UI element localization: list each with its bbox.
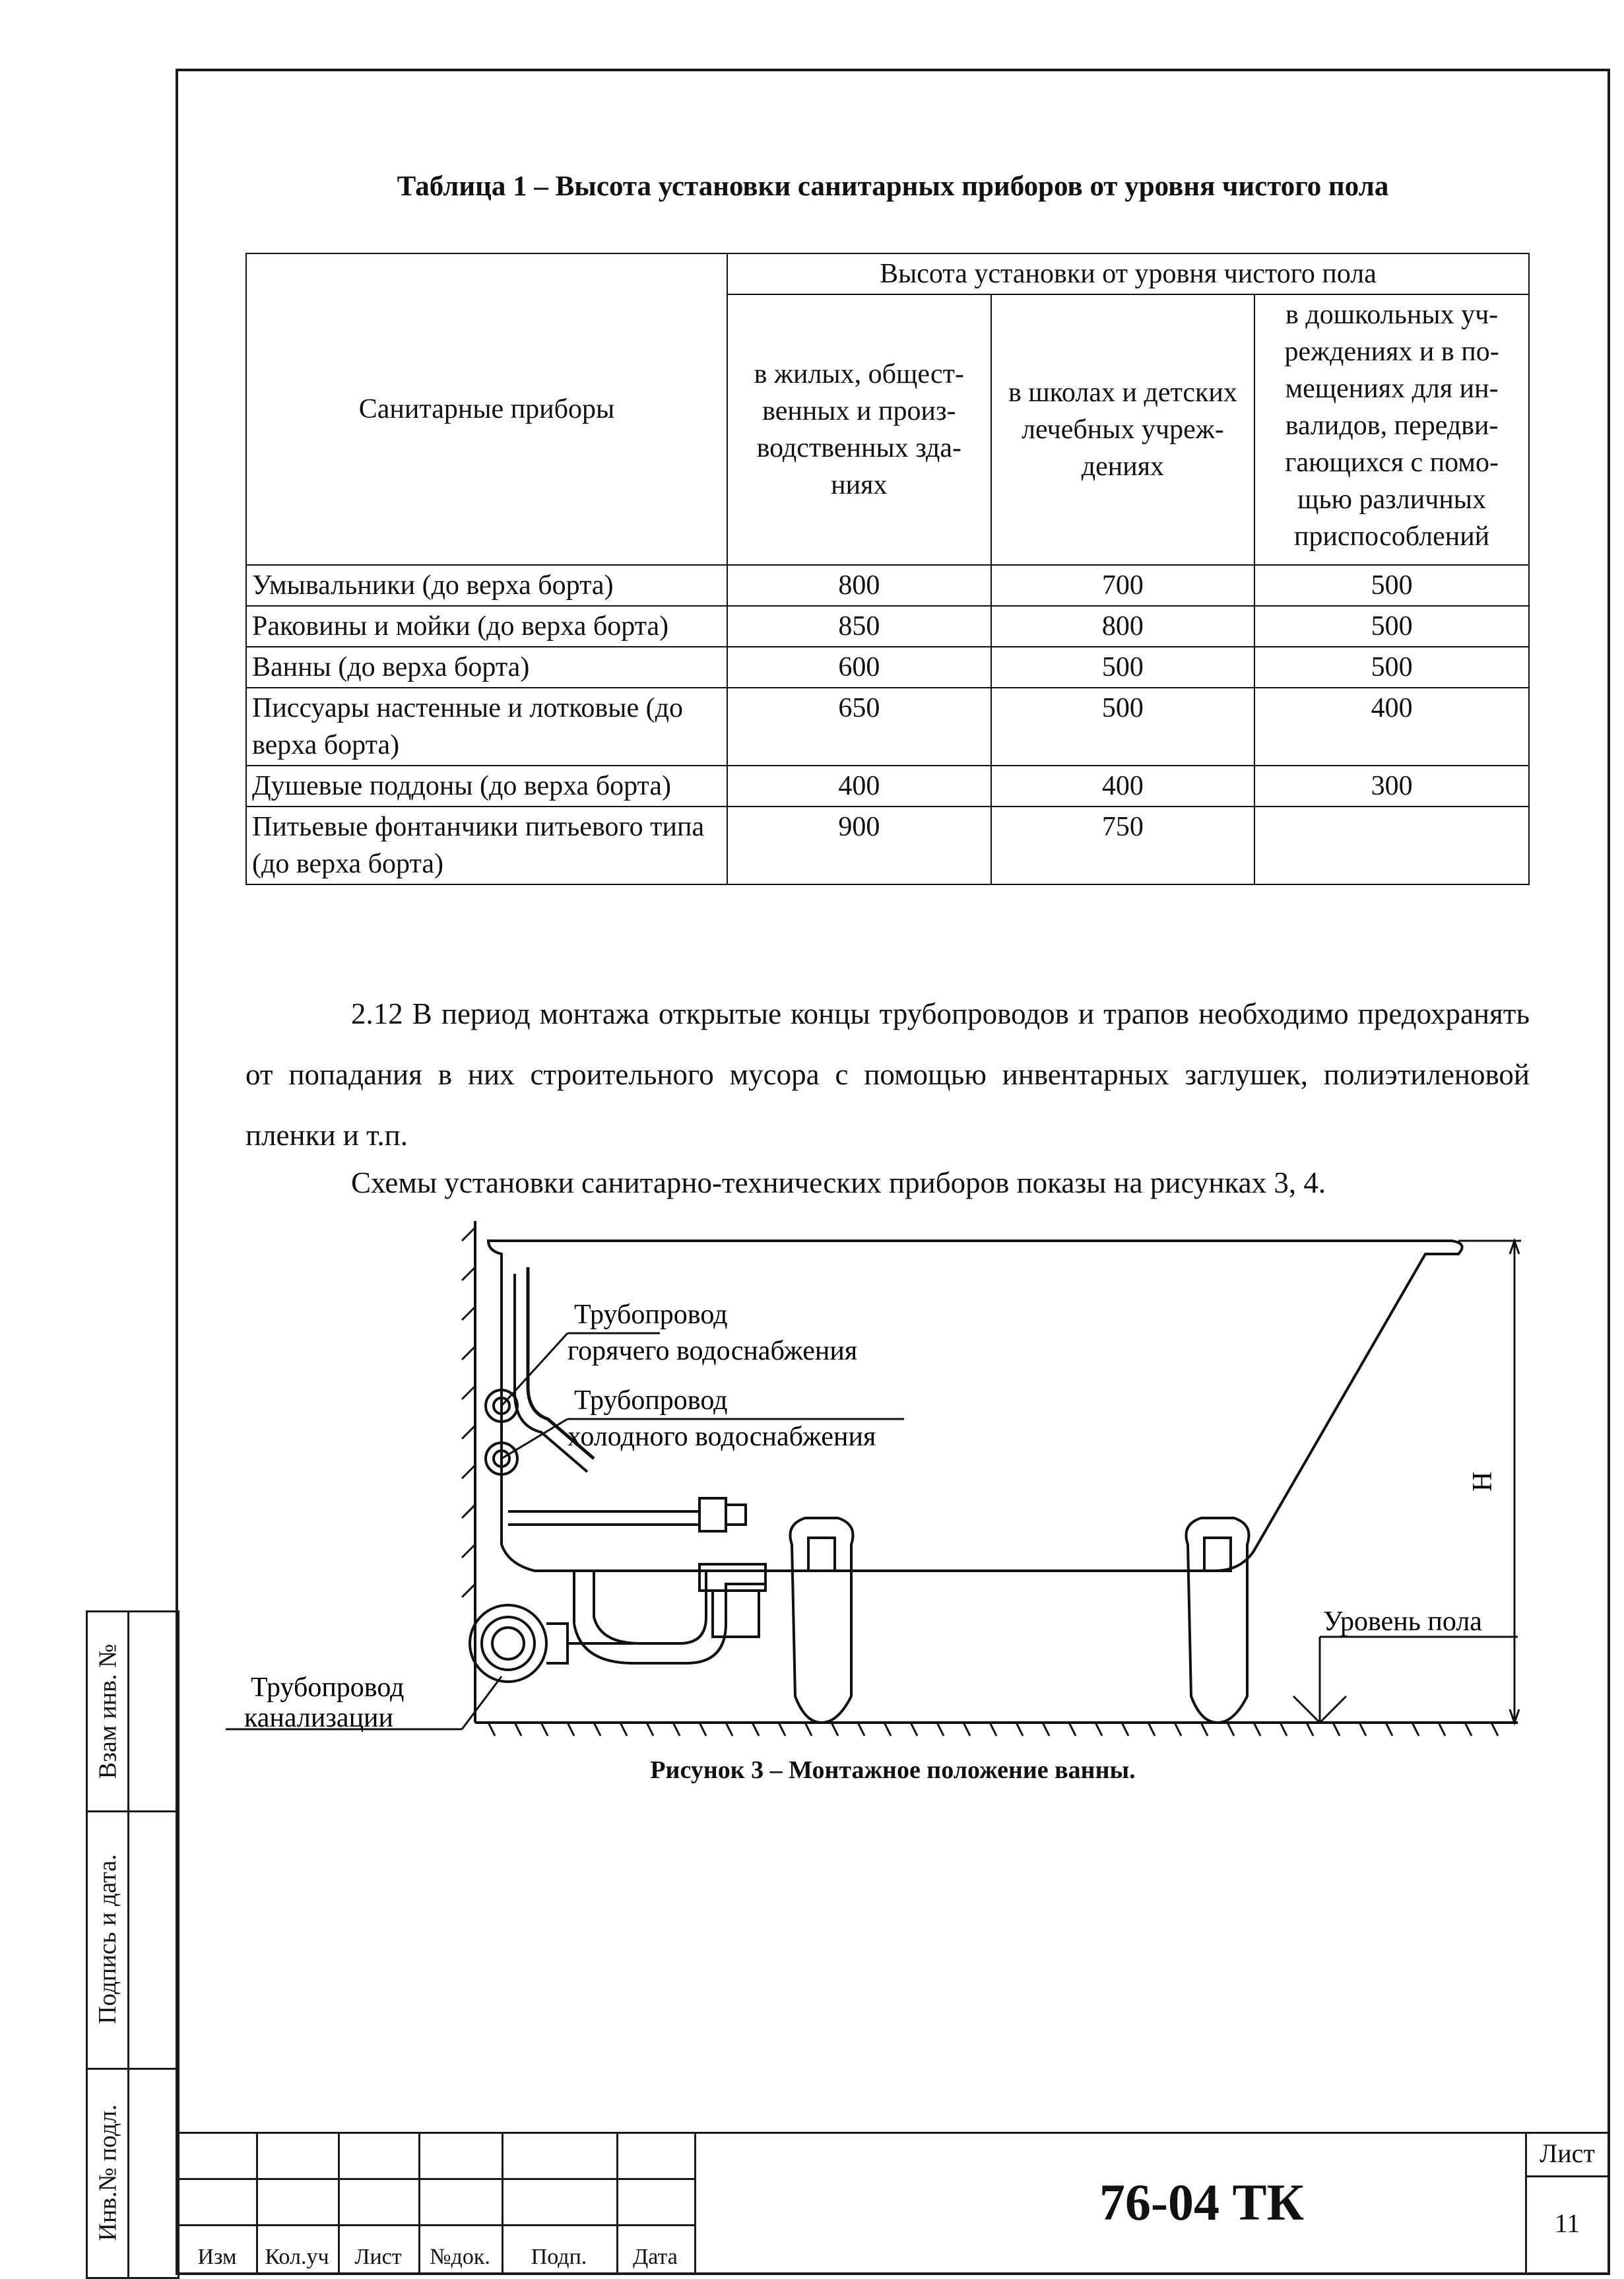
paragraph-schemes xyxy=(245,1152,1530,1213)
cell-name: Раковины и мойки (до верха борта) xyxy=(246,606,727,647)
group-header: Высота установки от уровня чистого пола xyxy=(727,253,1529,294)
label-hot-pipe-desc: горячего водоснабжения xyxy=(568,1336,858,1366)
cell-value: 600 xyxy=(727,647,991,688)
side-stamp xyxy=(86,1610,179,2279)
col-podp: Подп. xyxy=(531,2245,587,2269)
label-cold-pipe-desc: холодного водоснабжения xyxy=(568,1422,876,1452)
cell-name: Ванны (до верха борта) xyxy=(246,647,727,688)
sheet-box xyxy=(1525,2132,1608,2272)
cell-name: Душевые поддоны (до верха борта) xyxy=(246,766,727,807)
cell-name: Питьевые фонтанчики питьевого типа (до верха борта) xyxy=(246,807,727,884)
cell-value: 500 xyxy=(991,688,1255,766)
table-row xyxy=(246,565,1529,606)
cell-value: 300 xyxy=(1254,766,1529,807)
col-ndok: №док. xyxy=(430,2245,490,2269)
label-sewer-pipe-desc: канализации xyxy=(244,1703,393,1733)
title-block xyxy=(178,2132,1608,2272)
cell-value: 500 xyxy=(1254,647,1529,688)
col-header-preschool: в дошкольных уч-реждениях и в по-мещениях для ин-валидов, передви-гающихся с помо-щью различных приспособлений xyxy=(1254,294,1529,565)
bathtub-foot xyxy=(791,1518,853,1723)
sheet-label: Лист xyxy=(1527,2132,1608,2177)
cell-value: 500 xyxy=(1254,565,1529,606)
label-cold-pipe: Трубопровод xyxy=(574,1385,728,1416)
col-header-residential: в жилых, общест-венных и произ-водственных зда-ниях xyxy=(727,294,991,565)
table-row xyxy=(246,647,1529,688)
frame-top xyxy=(176,69,1610,71)
label-floor-level: Уровень пола xyxy=(1323,1606,1482,1637)
cell-value: 650 xyxy=(727,688,991,766)
document-code: 76-04 ТК xyxy=(1099,2173,1305,2231)
cell-name: Писсуары настенные и лотковые (до верха борта) xyxy=(246,688,727,766)
cell-value: 750 xyxy=(991,807,1255,884)
heights-table xyxy=(245,253,1530,885)
table-row xyxy=(246,606,1529,647)
label-height-h: Н xyxy=(1468,1471,1498,1492)
bathtub-foot xyxy=(1186,1518,1249,1723)
cell-value xyxy=(1254,807,1529,884)
table-row xyxy=(246,766,1529,807)
col-kol-uch: Кол.уч xyxy=(265,2245,329,2269)
paragraph-text: Схемы установки санитарно-технических приборов показы на рисунках 3, 4. xyxy=(351,1166,1326,1199)
table-title: Таблица 1 – Высота установки санитарных приборов от уровня чистого пола xyxy=(397,171,1389,202)
row-header: Санитарные приборы xyxy=(246,253,727,565)
frame-bottom xyxy=(176,2272,1610,2275)
cell-value: 800 xyxy=(727,565,991,606)
floor-hatch xyxy=(488,1723,1498,1736)
cell-name: Умывальники (до верха борта) xyxy=(246,565,727,606)
cell-value: 700 xyxy=(991,565,1255,606)
paragraph-2-12 xyxy=(245,983,1530,1166)
col-izm: Изм xyxy=(197,2245,237,2269)
col-header-schools: в школах и детских лечебных учреж-дениях xyxy=(991,294,1255,565)
cell-value: 800 xyxy=(991,606,1255,647)
cell-value: 400 xyxy=(1254,688,1529,766)
col-data: Дата xyxy=(633,2245,678,2269)
table-row xyxy=(246,688,1529,766)
cell-value: 900 xyxy=(727,807,991,884)
cell-value: 500 xyxy=(1254,606,1529,647)
inv-podl-label: Инв.№ подл. xyxy=(94,2103,122,2241)
podpis-label: Подпись и дата. xyxy=(94,1854,122,2024)
label-sewer-pipe: Трубопровод xyxy=(251,1672,405,1703)
col-list: Лист xyxy=(354,2245,402,2269)
cell-value: 500 xyxy=(991,647,1255,688)
frame-right xyxy=(1608,69,1610,2275)
table-row xyxy=(246,807,1529,884)
figure-caption: Рисунок 3 – Монтажное положение ванны. xyxy=(650,1756,1136,1784)
cell-value: 850 xyxy=(727,606,991,647)
label-hot-pipe: Трубопровод xyxy=(574,1300,728,1330)
sheet-number: 11 xyxy=(1554,2208,1580,2238)
paragraph-text: 2.12 В период монтажа открытые концы трубопроводов и трапов необходимо предохранять от попадания в них строительного мусора с помощью инвентарных заглушек, полиэтиленовой пленки и т.п. xyxy=(245,997,1530,1152)
bathtub-drawing xyxy=(224,1214,1531,1749)
title-block-grid xyxy=(178,2132,694,2272)
vzam-inv-label: Взам инв. № xyxy=(94,1643,122,1779)
cell-value: 400 xyxy=(727,766,991,807)
cell-value: 400 xyxy=(991,766,1255,807)
